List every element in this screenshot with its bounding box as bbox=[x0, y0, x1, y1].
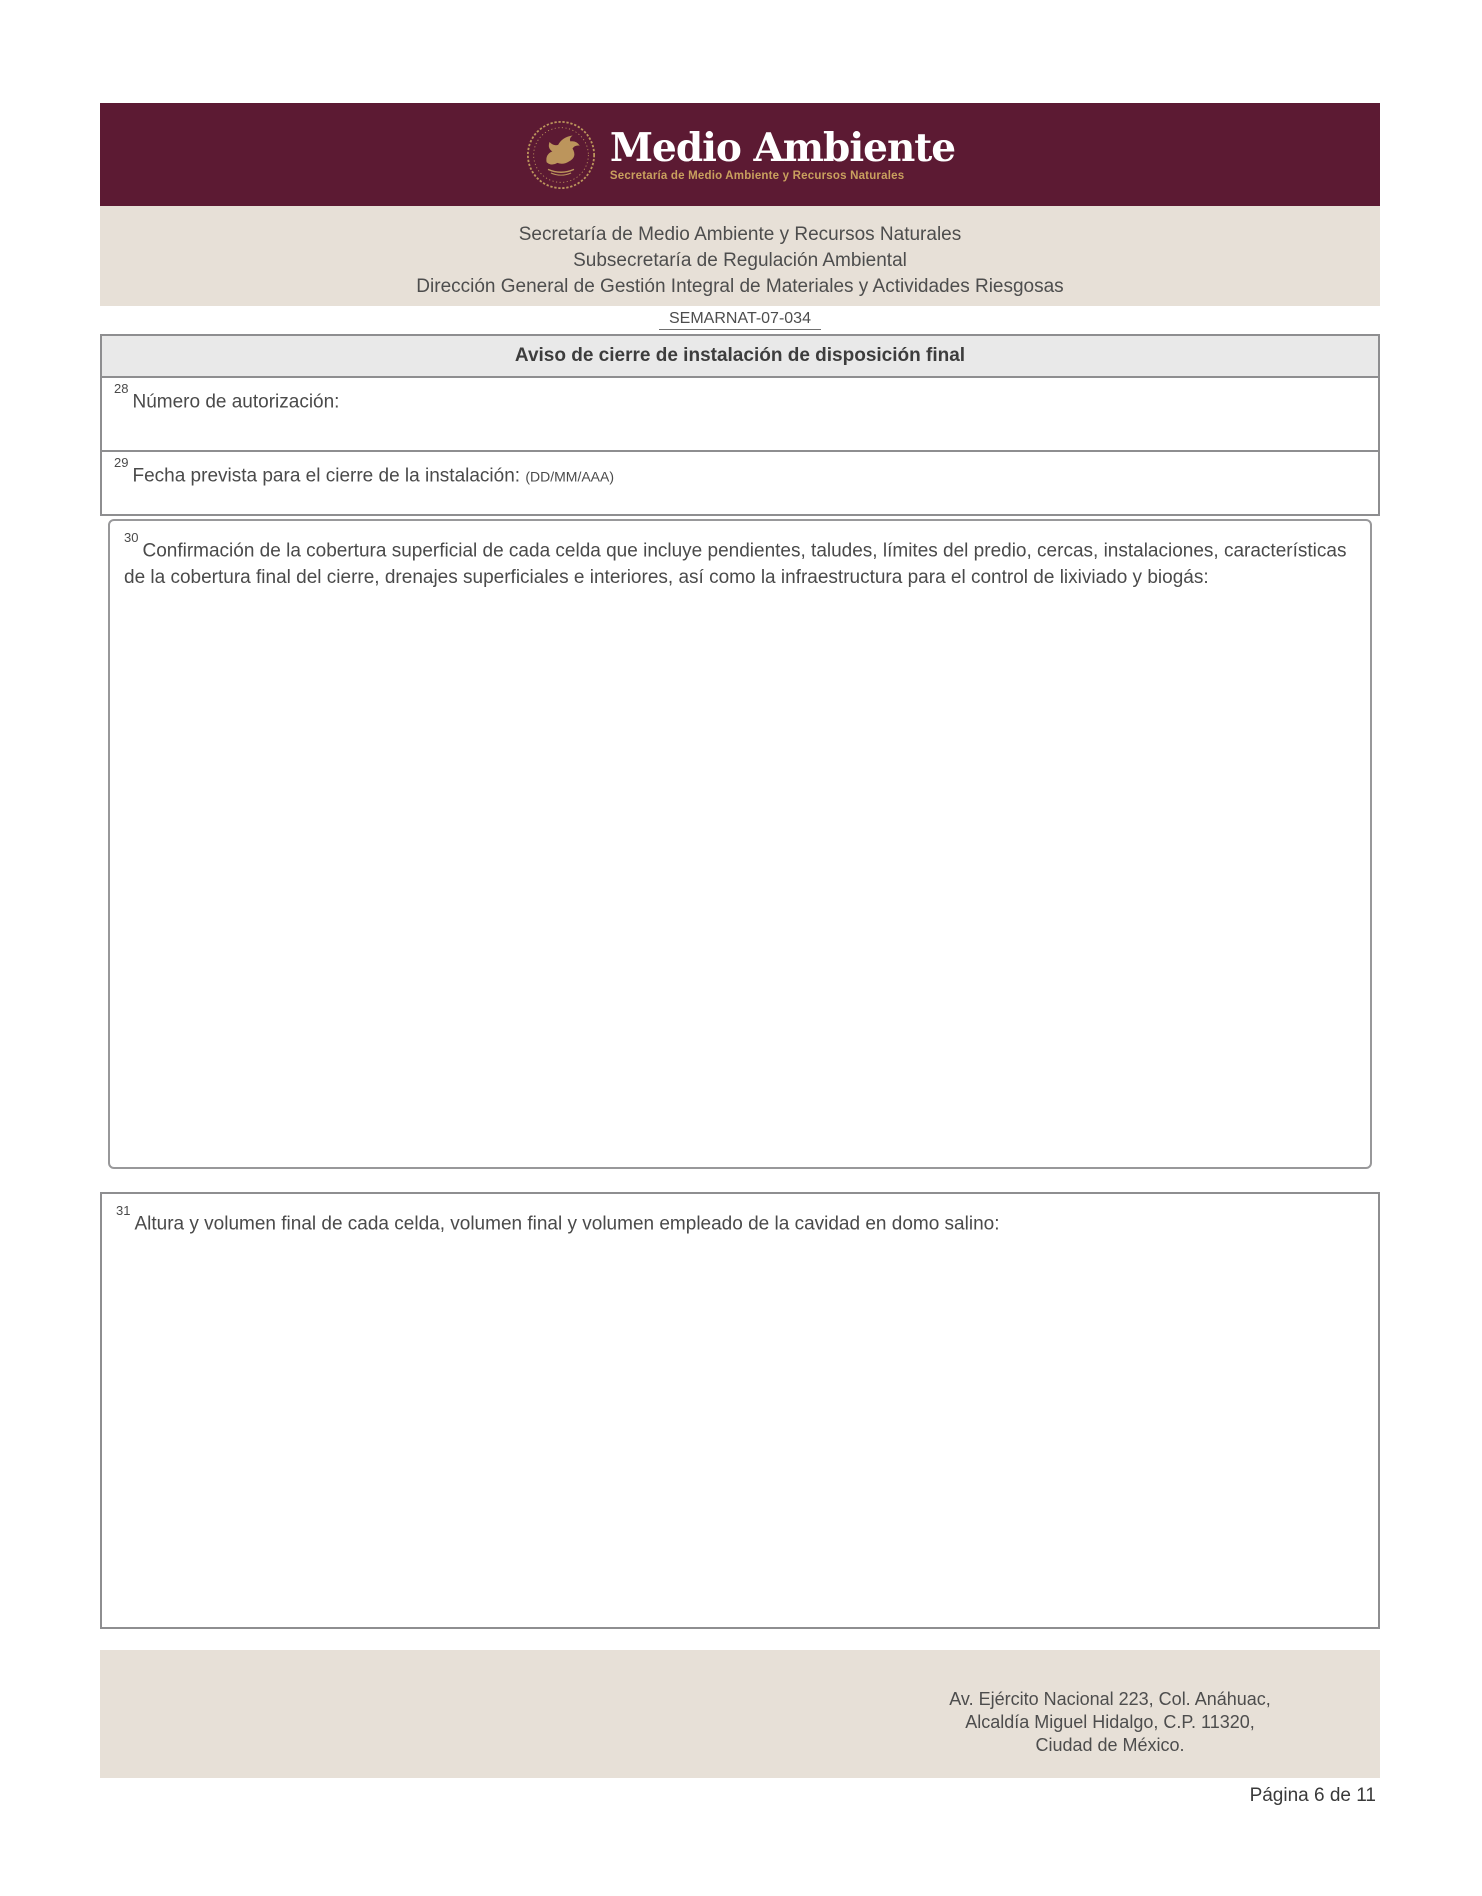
org-line-secretaria: Secretaría de Medio Ambiente y Recursos Naturales bbox=[518, 224, 962, 245]
field-28-number: 28 bbox=[114, 381, 129, 396]
field-30-number: 30 bbox=[124, 530, 139, 545]
field-28-label-row bbox=[114, 381, 1366, 413]
org-header-block bbox=[100, 206, 1380, 306]
logo-subtitle: Secretaría de Medio Ambiente y Recursos Naturales bbox=[609, 170, 905, 182]
government-banner bbox=[100, 103, 1380, 206]
footer-address bbox=[920, 1650, 1300, 1757]
field-31-input-area[interactable] bbox=[100, 1192, 1380, 1629]
form-code-line bbox=[100, 310, 1380, 334]
footer-bar bbox=[100, 1650, 1380, 1778]
field-30-label-row bbox=[124, 531, 1356, 591]
field-30-input-area[interactable] bbox=[108, 519, 1372, 1169]
address-line-city: Ciudad de México. bbox=[1035, 1735, 1185, 1755]
page-number: Página 6 de 11 bbox=[1249, 1785, 1376, 1806]
field-29-input-area[interactable] bbox=[102, 450, 1378, 514]
field-28-input-area[interactable] bbox=[102, 378, 1378, 450]
field-29-label: Fecha prevista para el cierre de la instalación: bbox=[132, 465, 521, 487]
field-31-number: 31 bbox=[116, 1203, 131, 1218]
address-line-municipality: Alcaldía Miguel Hidalgo, C.P. 11320, bbox=[965, 1712, 1255, 1732]
field-31-label: Altura y volumen final de cada celda, volumen final y volumen empleado de la cavidad en domo salino: bbox=[134, 1213, 1000, 1235]
medio-ambiente-logo bbox=[525, 119, 955, 191]
field-28-label: Número de autorización: bbox=[132, 391, 340, 413]
org-line-direccion: Dirección General de Gestión Integral de Materiales y Actividades Riesgosas bbox=[416, 276, 1064, 297]
field-30-label: Confirmación de la cobertura superficial de cada celda que incluye pendientes, taludes, límites del predio, cercas, instalaciones, características de la cobertura final del cierre, drenajes superficiales e interiores, así como la infraestructura para el control de lixiviado y biogás: bbox=[124, 540, 1347, 589]
form-table bbox=[100, 334, 1380, 516]
form-code: SEMARNAT-07-034 bbox=[659, 310, 821, 330]
org-line-subsecretaria: Subsecretaría de Regulación Ambiental bbox=[573, 250, 907, 271]
field-31-label-row bbox=[116, 1204, 1364, 1237]
form-title-bar bbox=[102, 336, 1378, 378]
form-title: Aviso de cierre de instalación de disposición final bbox=[514, 345, 966, 366]
field-29-number: 29 bbox=[114, 455, 129, 470]
page-content bbox=[100, 103, 1380, 1807]
mexico-eagle-seal-icon bbox=[525, 119, 597, 191]
address-line-street: Av. Ejército Nacional 223, Col. Anáhuac, bbox=[949, 1689, 1271, 1709]
field-29-label-row bbox=[114, 455, 1366, 487]
field-29-date-format-hint: (DD/MM/AAA) bbox=[525, 468, 615, 485]
logo-text-block bbox=[610, 127, 955, 182]
logo-wordmark: Medio Ambiente bbox=[609, 125, 956, 171]
